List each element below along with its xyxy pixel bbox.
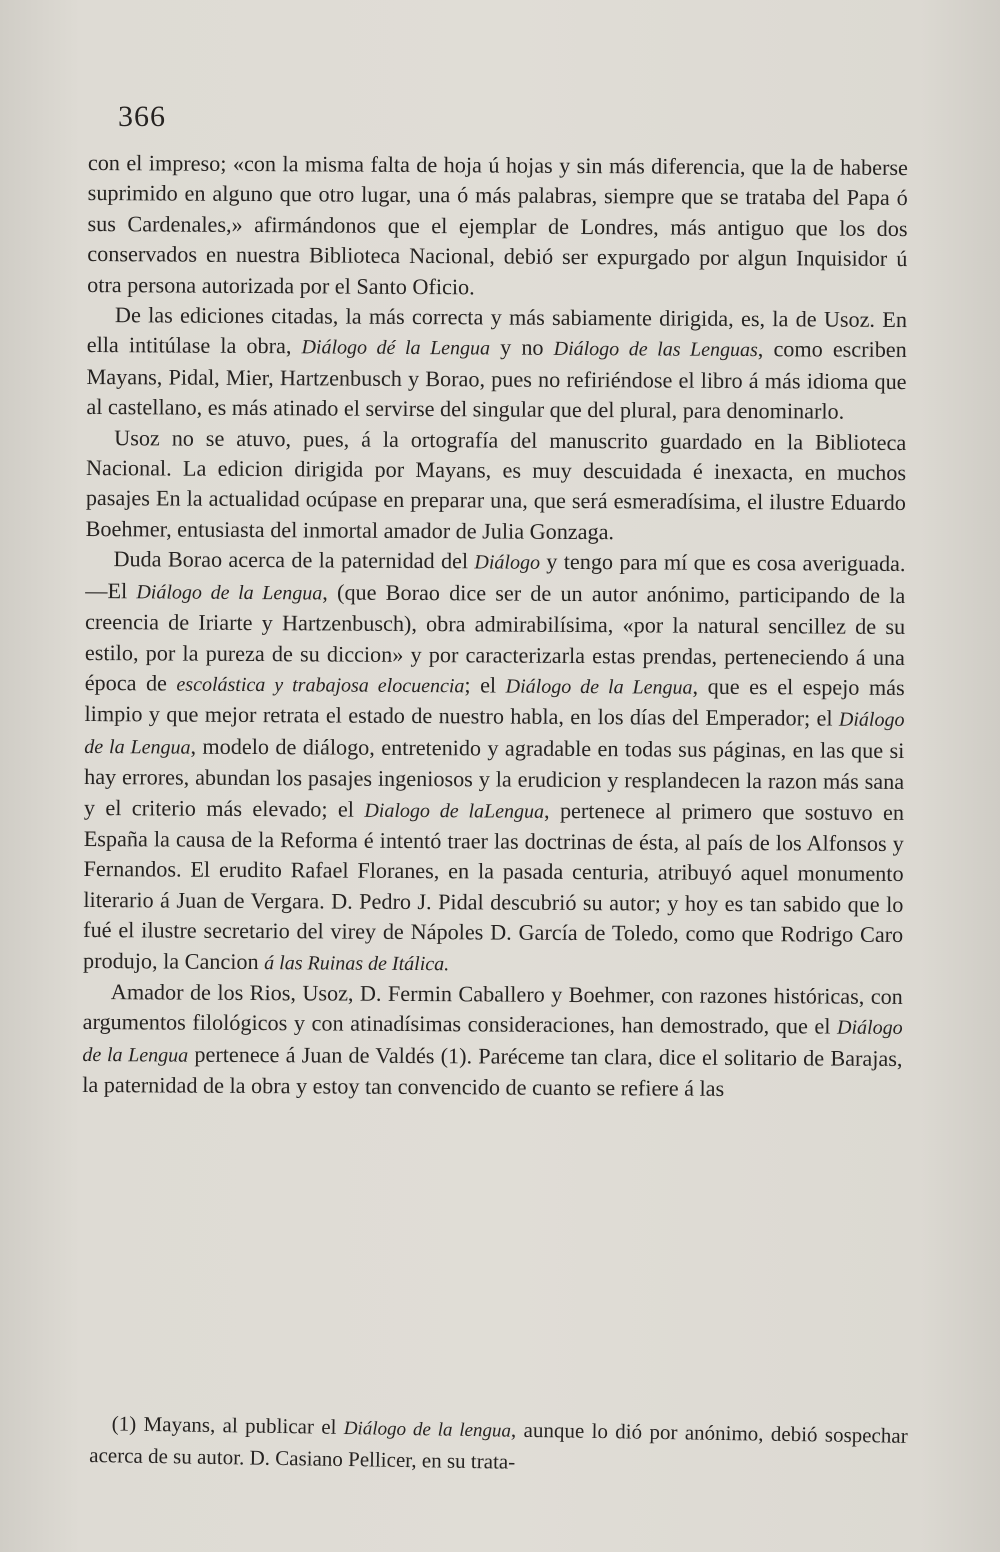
paragraph [82,977,903,1106]
italic-title: Diálogo dé la Lengua [301,336,491,360]
italic-title: Diálogo [474,551,541,575]
text-run: y no [490,334,554,361]
text-run: y tengo para mí que es cosa averiguada.—El [85,549,906,603]
text-run: con el impreso; «con la misma falta de hoja ú hojas y sin más diferencia, que la de haberse suprimido en alguno que otro lugar, una ó más palabras, siempre que se trataba del Papa ó sus Cardenales,» afirmándonos que el ejemplar de Londres, más antiguo que los dos conservados en nuestra Biblioteca Nacional, debió ser expurgado por algun Inquisidor ú otra persona autorizada por el Santo Oficio. [87,149,908,299]
italic-title: Diálogo de la Lengua [84,708,905,759]
paragraph [87,148,908,305]
italic-title: escolástica y trabajosa elocuencia [176,673,465,698]
text-run: De las ediciones citadas, la más correcta y más sabiamente dirigida, es, la de Usoz. En ella intitúlase la obra, [86,302,908,359]
paragraph [83,544,906,982]
text-run: , aunque lo dió por anónimo, debió sospechar acerca de su autor. D. Casiano Pellicer, en su trata- [89,1417,908,1474]
body-text [82,148,908,1106]
text-run: , (que Borao dice ser de un autor anónimo, participando de la creencia de Iriarte y Hartzenbusch), obra admirabilísima, «por la natural sencillez de su estilo, por la pureza de su diccion» y por caracterizarla estas prendas, perteneciendo á una época de [84,579,906,696]
text-run: Usoz no se atuvo, pues, á la ortografía del manuscrito guardado en la Biblioteca Nacional. La edicion dirigida por Mayans, es muy descuidada é inexacta, en muchos pasajes En la actualidad ocúpase en preparar una, que será esmeradísima, el ilustre Eduardo Boehmer, entusiasta del inmortal amador de Julia Gonzaga. [85,424,907,545]
footnote [89,1408,908,1483]
footnote-area [89,1408,908,1483]
italic-title: Diálogo de las Lenguas [553,338,758,362]
text-run: Amador de los Rios, Usoz, D. Fermin Caballero y Boehmer, con razones históricas, con argumentos filológicos y con atinadísimas consideraciones, han demostrado, que el [82,979,903,1039]
text-run: , modelo de diálogo, entretenido y agradable en todas sus páginas, en las que si hay errores, abundan los pasajes ingeniosos y la erudicion y resplandecen la razon más sana y el criterio más elevado; el [83,733,905,822]
italic-title: á las Ruinas de Itálica. [264,951,450,975]
text-run: , como escriben Mayans, Pidal, Mier, Hartzenbusch y Borao, pues no refiriéndose el libro á más idioma que al castellano, es más atinado el servirse del singular que del plural, para denominarlo. [86,336,907,424]
text-run: pertenece á Juan de Valdés (1). Paréceme tan clara, dice el solitario de Barajas, la paternidad de la obra y estoy tan convencido de cuanto se refiere á las [82,1041,903,1102]
italic-title: Diálogo de la Lengua [136,580,323,605]
text-run: ; el [464,672,506,698]
paragraph [86,300,907,428]
italic-title: Diálogo de la Lengua [505,675,693,699]
text-run: (1) Mayans, al publicar el [111,1411,344,1439]
italic-title: Diálogo de la lengua [343,1417,512,1442]
italic-title: Dialogo de laLengua [364,799,545,823]
text-run: Duda Borao acerca de la paternidad del [113,546,475,574]
text-run: , que es el espejo más limpio y que mejor retrata el estado de nuestro habla, en los días del Emperador; el [84,673,905,731]
text-run: , pertenece al primero que sostuvo en España la causa de la Reforma é intentó traer las doctrinas de ésta, al país de los Alfonsos y Fernandos. El erudito Rafael Floranes, en la pasada centuria, atribuyó aquel monumento literario á Juan de Vergara. D. Pedro J. Pidal descubrió su autor; y hoy es tan sabido que lo fué el ilustre secretario del virey de Nápoles D. García de Toledo, como que Rodrigo Caro produjo, la Cancion [82,797,905,974]
italic-title: Diálogo de la Lengua [82,1016,903,1067]
paragraph [86,423,907,550]
page-number: 366 [118,100,166,133]
